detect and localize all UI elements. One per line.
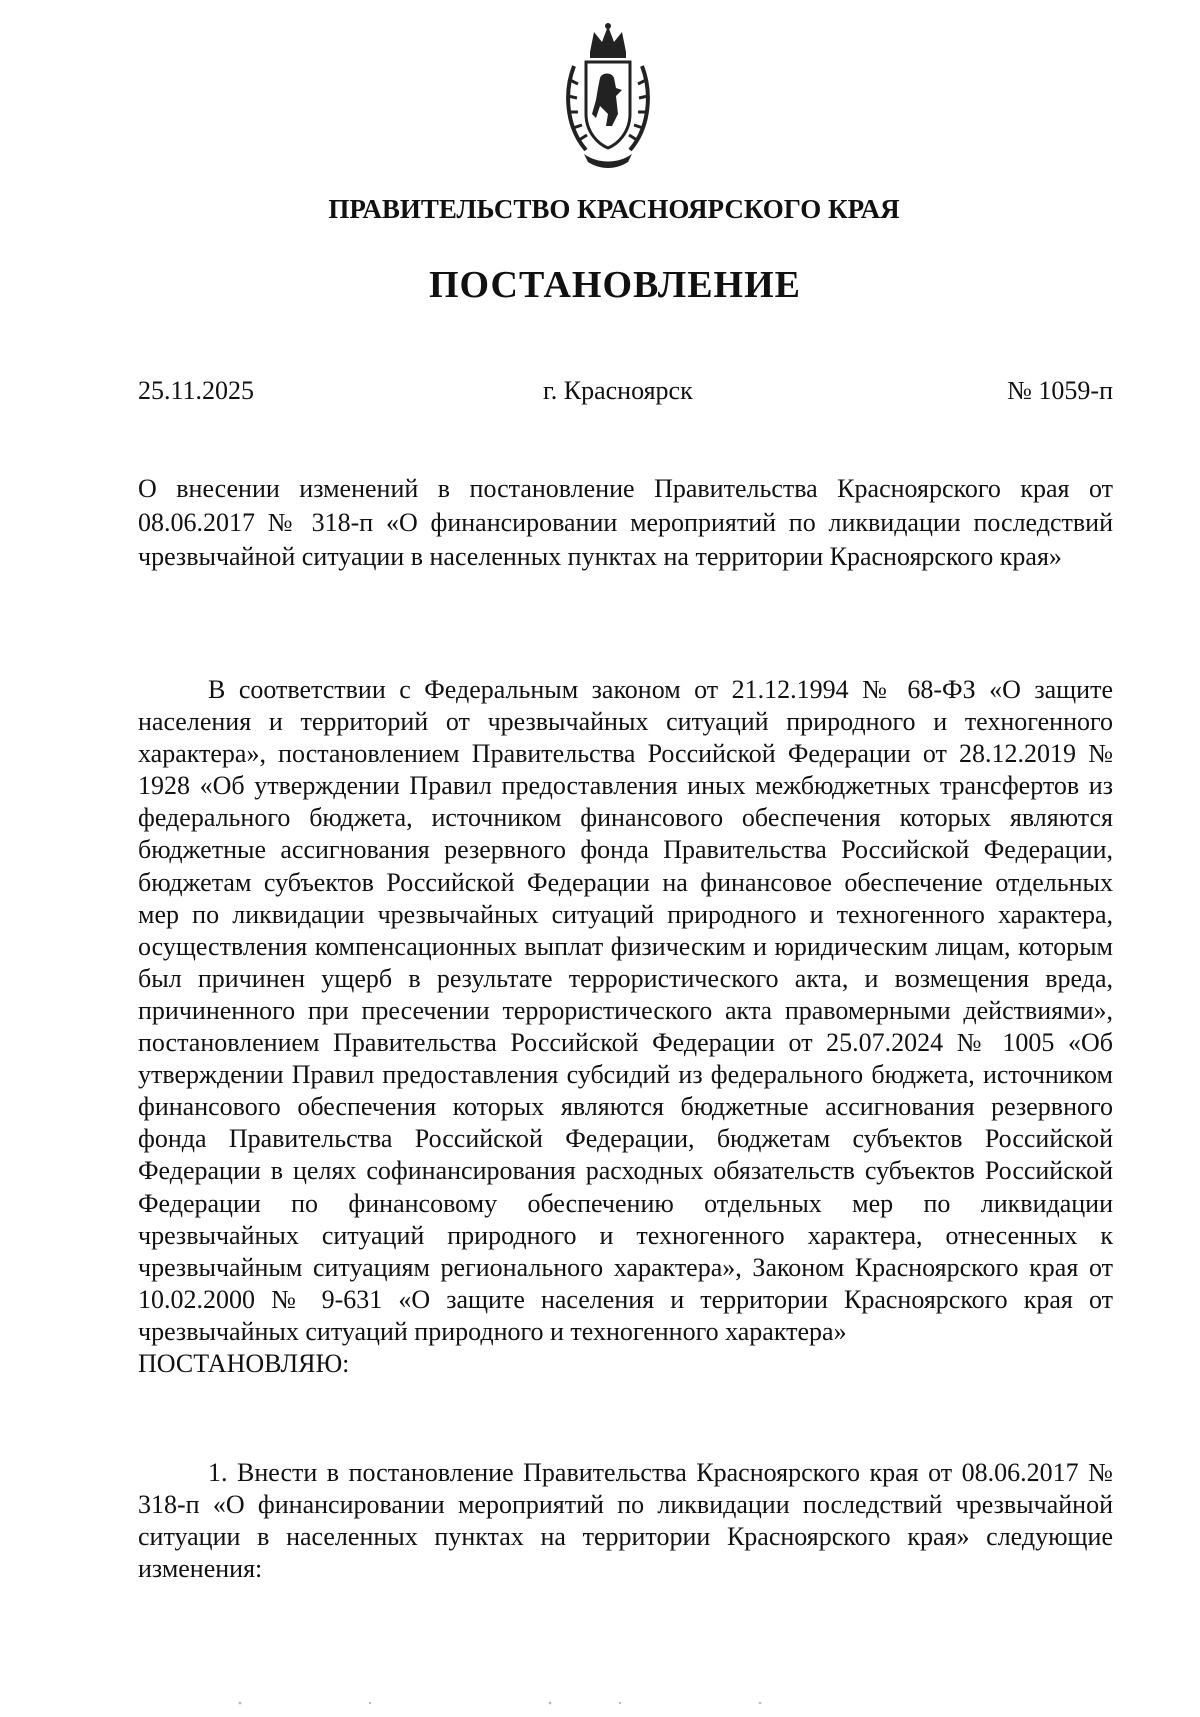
preamble-text: В соответствии с Федеральным законом от 21.12.1994 № 68-ФЗ «О защите населения и территорий от чрезвычайных ситуаций природного и техногенного характера», постановлением Правительства Российской Федерации от 28.12.2019 № 1928 «Об утверждении Правил предоставления иных межбюджетных трансфертов из федерального бюджета, источником финансового обеспечения которых являются бюджетные ассигнования резервного фонда Правительства Российской Федерации, бюджетам субъектов Российской Федерации на финансовое обеспечение отдельных мер по ликвидации чрезвычайных ситуаций природного и техногенного характера, осуществления компенсационных выплат физическим и юридическим лицам, которым был причинен ущерб в результате террористического акта, и возмещения вреда, причиненного при пресечении террористического акта правомерными действиями», постановлением Правительства Российской Федерации от 25.07.2024 № 1005 «Об утверждении Правил предоставления субсидий из федерального бюджета, источником финансового обеспечения которых являются бюджетные ассигнования резервного фонда Правительства Российской Федерации, бюджетам субъектов Российской Федерации в целях софинансирования расходных обязательств субъектов Российской Федерации по финансовому обеспечению отдельных мер по ликвидации чрезвычайных ситуаций природного и техногенного характера, отнесенных к чрезвычайным ситуациям регионального характера», Законом Красноярского края от 10.02.2000 № 9-631 «О защите населения и территории Красноярского края от чрезвычайных ситуаций природного и техногенного характера»	[138, 675, 1113, 1346]
document-meta-row	[138, 376, 1113, 412]
document-point-1: 1. Внести в постановление Правительства Красноярского края от 08.06.2017 № 318-п «О финансировании мероприятий по ликвидации последствий чрезвычайной ситуации в населенных пунктах на территории Красноярского края» следующие изменения:	[138, 1458, 1113, 1583]
document-subject: О внесении изменений в постановление Правительства Красноярского края от 08.06.2017 № 318-п «О финансировании мероприятий по ликвидации последствий чрезвычайной ситуации в населенных пунктах на территории Красноярского края»	[138, 474, 1113, 571]
scan-artifact	[200, 1700, 1000, 1706]
document-type-title: ПОСТАНОВЛЕНИЕ	[428, 264, 802, 306]
document-number: № 1059-п	[1007, 376, 1113, 405]
government-title: ПРАВИТЕЛЬСТВО КРАСНОЯРСКОГО КРАЯ	[328, 194, 900, 224]
document-date: 25.11.2025	[138, 376, 255, 405]
document-city: г. Красноярск	[543, 376, 693, 405]
decree-word: ПОСТАНОВЛЯЮ:	[138, 1348, 350, 1378]
coat-of-arms-icon	[560, 22, 656, 170]
document-preamble	[138, 674, 1113, 1380]
